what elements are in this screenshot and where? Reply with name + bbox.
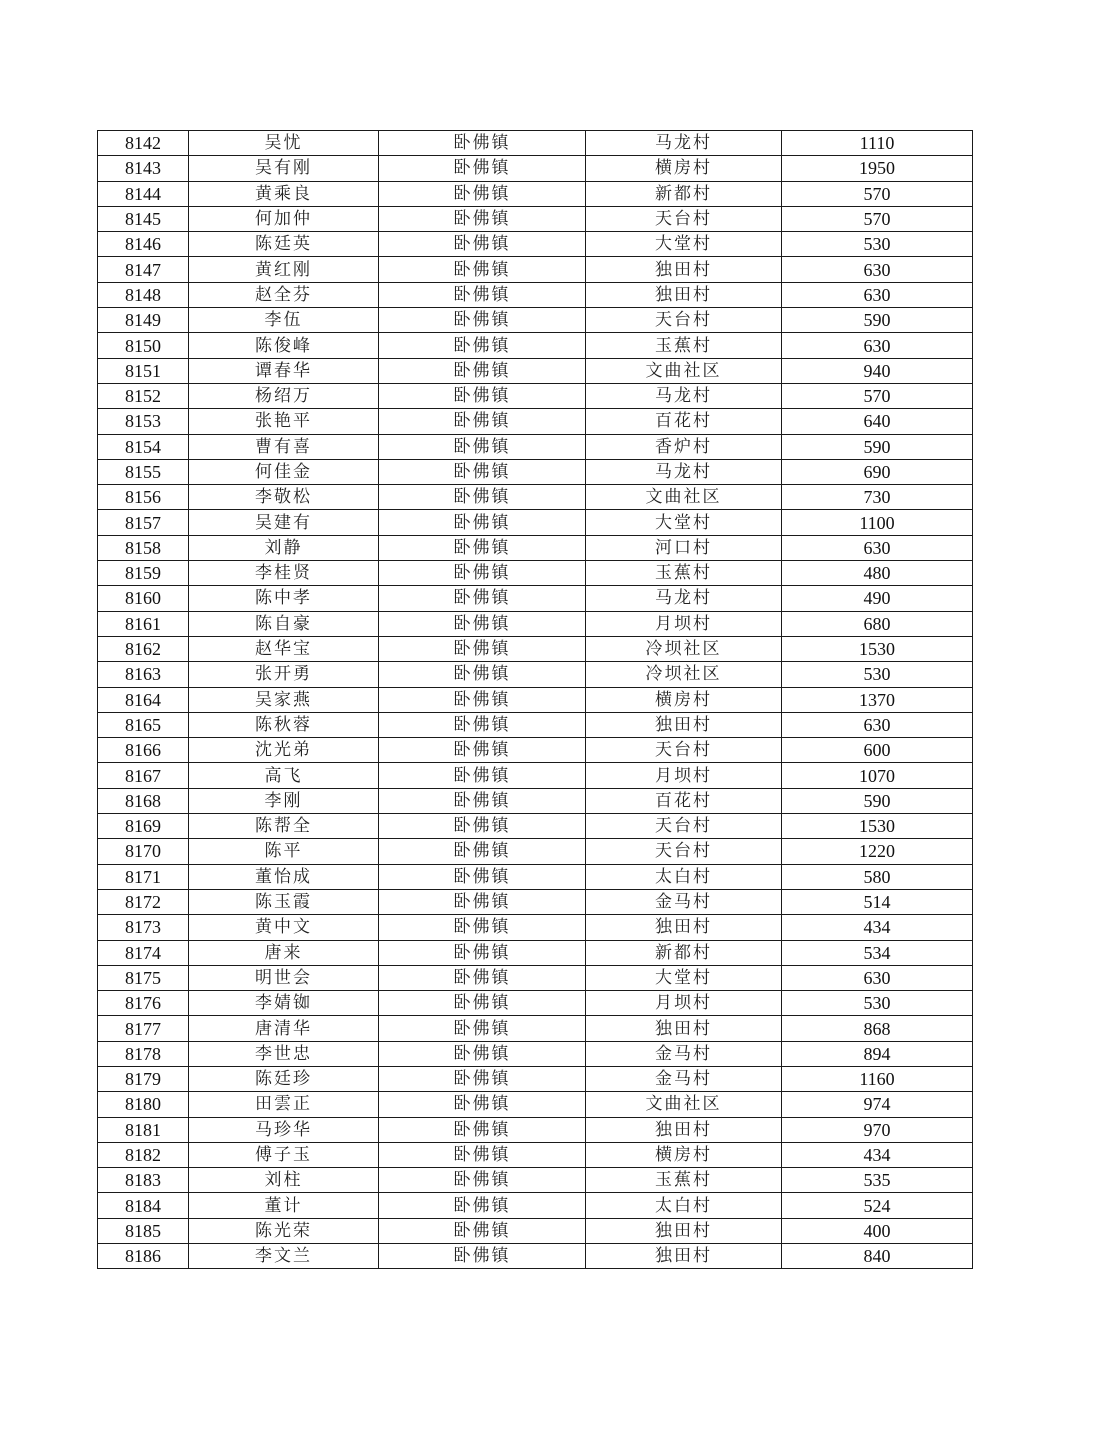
- table-row: [98, 282, 973, 307]
- table-row: [98, 889, 973, 914]
- amount-cell: 940: [782, 358, 973, 383]
- table-row: [98, 156, 973, 181]
- table-row: [98, 915, 973, 940]
- amount-cell: 1220: [782, 839, 973, 864]
- name-cell: 张艳平: [189, 409, 379, 434]
- table-row: [98, 131, 973, 156]
- document-page: [97, 130, 973, 1269]
- village-cell: 文曲社区: [586, 358, 782, 383]
- table-row: [98, 662, 973, 687]
- village-cell: 月坝村: [586, 611, 782, 636]
- name-cell: 马珍华: [189, 1117, 379, 1142]
- table-row: [98, 409, 973, 434]
- village-cell: 百花村: [586, 409, 782, 434]
- row-number-cell: 8182: [98, 1142, 189, 1167]
- name-cell: 陈廷珍: [189, 1066, 379, 1091]
- village-cell: 马龙村: [586, 459, 782, 484]
- amount-cell: 1370: [782, 687, 973, 712]
- row-number-cell: 8147: [98, 257, 189, 282]
- name-cell: 张开勇: [189, 662, 379, 687]
- town-cell: 卧佛镇: [379, 181, 586, 206]
- amount-cell: 630: [782, 257, 973, 282]
- town-cell: 卧佛镇: [379, 434, 586, 459]
- village-cell: 天台村: [586, 206, 782, 231]
- amount-cell: 840: [782, 1244, 973, 1269]
- village-cell: 新都村: [586, 940, 782, 965]
- amount-cell: 580: [782, 864, 973, 889]
- table-row: [98, 636, 973, 661]
- row-number-cell: 8153: [98, 409, 189, 434]
- town-cell: 卧佛镇: [379, 636, 586, 661]
- row-number-cell: 8179: [98, 1066, 189, 1091]
- town-cell: 卧佛镇: [379, 561, 586, 586]
- town-cell: 卧佛镇: [379, 459, 586, 484]
- village-cell: 太白村: [586, 1193, 782, 1218]
- amount-cell: 434: [782, 1142, 973, 1167]
- village-cell: 马龙村: [586, 586, 782, 611]
- name-cell: 高飞: [189, 763, 379, 788]
- town-cell: 卧佛镇: [379, 687, 586, 712]
- town-cell: 卧佛镇: [379, 131, 586, 156]
- amount-cell: 535: [782, 1168, 973, 1193]
- amount-cell: 630: [782, 712, 973, 737]
- row-number-cell: 8186: [98, 1244, 189, 1269]
- table-row: [98, 1244, 973, 1269]
- name-cell: 田雲正: [189, 1092, 379, 1117]
- name-cell: 吴建有: [189, 510, 379, 535]
- row-number-cell: 8167: [98, 763, 189, 788]
- row-number-cell: 8144: [98, 181, 189, 206]
- row-number-cell: 8150: [98, 333, 189, 358]
- amount-cell: 630: [782, 535, 973, 560]
- town-cell: 卧佛镇: [379, 510, 586, 535]
- row-number-cell: 8174: [98, 940, 189, 965]
- table-row: [98, 535, 973, 560]
- table-row: [98, 358, 973, 383]
- table-row: [98, 308, 973, 333]
- amount-cell: 690: [782, 459, 973, 484]
- table-row: [98, 181, 973, 206]
- town-cell: 卧佛镇: [379, 282, 586, 307]
- row-number-cell: 8169: [98, 814, 189, 839]
- town-cell: 卧佛镇: [379, 586, 586, 611]
- name-cell: 何佳金: [189, 459, 379, 484]
- row-number-cell: 8155: [98, 459, 189, 484]
- table-body: [98, 131, 973, 1269]
- row-number-cell: 8170: [98, 839, 189, 864]
- name-cell: 陈平: [189, 839, 379, 864]
- table-row: [98, 510, 973, 535]
- amount-cell: 400: [782, 1218, 973, 1243]
- name-cell: 黄红刚: [189, 257, 379, 282]
- row-number-cell: 8157: [98, 510, 189, 535]
- table-row: [98, 839, 973, 864]
- row-number-cell: 8145: [98, 206, 189, 231]
- amount-cell: 1950: [782, 156, 973, 181]
- row-number-cell: 8146: [98, 232, 189, 257]
- town-cell: 卧佛镇: [379, 206, 586, 231]
- amount-cell: 490: [782, 586, 973, 611]
- row-number-cell: 8149: [98, 308, 189, 333]
- name-cell: 李伍: [189, 308, 379, 333]
- amount-cell: 630: [782, 965, 973, 990]
- name-cell: 吴家燕: [189, 687, 379, 712]
- row-number-cell: 8156: [98, 485, 189, 510]
- amount-cell: 868: [782, 1016, 973, 1041]
- name-cell: 李刚: [189, 788, 379, 813]
- amount-cell: 680: [782, 611, 973, 636]
- row-number-cell: 8148: [98, 282, 189, 307]
- town-cell: 卧佛镇: [379, 1193, 586, 1218]
- town-cell: 卧佛镇: [379, 232, 586, 257]
- village-cell: 独田村: [586, 712, 782, 737]
- row-number-cell: 8161: [98, 611, 189, 636]
- town-cell: 卧佛镇: [379, 889, 586, 914]
- row-number-cell: 8159: [98, 561, 189, 586]
- name-cell: 沈光弟: [189, 738, 379, 763]
- amount-cell: 530: [782, 991, 973, 1016]
- row-number-cell: 8181: [98, 1117, 189, 1142]
- name-cell: 吴有刚: [189, 156, 379, 181]
- table-row: [98, 1193, 973, 1218]
- village-cell: 新都村: [586, 181, 782, 206]
- name-cell: 陈光荣: [189, 1218, 379, 1243]
- town-cell: 卧佛镇: [379, 864, 586, 889]
- amount-cell: 630: [782, 282, 973, 307]
- town-cell: 卧佛镇: [379, 965, 586, 990]
- table-row: [98, 991, 973, 1016]
- village-cell: 马龙村: [586, 383, 782, 408]
- village-cell: 月坝村: [586, 991, 782, 1016]
- town-cell: 卧佛镇: [379, 333, 586, 358]
- town-cell: 卧佛镇: [379, 358, 586, 383]
- village-cell: 独田村: [586, 282, 782, 307]
- row-number-cell: 8177: [98, 1016, 189, 1041]
- name-cell: 李敬松: [189, 485, 379, 510]
- village-cell: 横房村: [586, 687, 782, 712]
- name-cell: 谭春华: [189, 358, 379, 383]
- village-cell: 玉蕉村: [586, 1168, 782, 1193]
- amount-cell: 1070: [782, 763, 973, 788]
- amount-cell: 1160: [782, 1066, 973, 1091]
- village-cell: 天台村: [586, 308, 782, 333]
- row-number-cell: 8185: [98, 1218, 189, 1243]
- amount-cell: 434: [782, 915, 973, 940]
- amount-cell: 590: [782, 788, 973, 813]
- village-cell: 独田村: [586, 1016, 782, 1041]
- table-row: [98, 738, 973, 763]
- town-cell: 卧佛镇: [379, 308, 586, 333]
- amount-cell: 530: [782, 232, 973, 257]
- table-row: [98, 1016, 973, 1041]
- town-cell: 卧佛镇: [379, 1041, 586, 1066]
- amount-cell: 630: [782, 333, 973, 358]
- town-cell: 卧佛镇: [379, 257, 586, 282]
- town-cell: 卧佛镇: [379, 611, 586, 636]
- name-cell: 杨绍万: [189, 383, 379, 408]
- name-cell: 唐来: [189, 940, 379, 965]
- town-cell: 卧佛镇: [379, 1066, 586, 1091]
- name-cell: 刘静: [189, 535, 379, 560]
- town-cell: 卧佛镇: [379, 383, 586, 408]
- town-cell: 卧佛镇: [379, 814, 586, 839]
- village-cell: 冷坝社区: [586, 636, 782, 661]
- name-cell: 吴忧: [189, 131, 379, 156]
- town-cell: 卧佛镇: [379, 156, 586, 181]
- village-cell: 大堂村: [586, 510, 782, 535]
- amount-cell: 1530: [782, 636, 973, 661]
- name-cell: 陈秋蓉: [189, 712, 379, 737]
- village-cell: 河口村: [586, 535, 782, 560]
- town-cell: 卧佛镇: [379, 662, 586, 687]
- table-row: [98, 940, 973, 965]
- town-cell: 卧佛镇: [379, 915, 586, 940]
- amount-cell: 970: [782, 1117, 973, 1142]
- town-cell: 卧佛镇: [379, 1218, 586, 1243]
- amount-cell: 570: [782, 181, 973, 206]
- row-number-cell: 8183: [98, 1168, 189, 1193]
- row-number-cell: 8163: [98, 662, 189, 687]
- village-cell: 香炉村: [586, 434, 782, 459]
- table-row: [98, 1092, 973, 1117]
- table-row: [98, 1041, 973, 1066]
- name-cell: 陈中孝: [189, 586, 379, 611]
- name-cell: 陈俊峰: [189, 333, 379, 358]
- town-cell: 卧佛镇: [379, 788, 586, 813]
- row-number-cell: 8172: [98, 889, 189, 914]
- name-cell: 陈自豪: [189, 611, 379, 636]
- town-cell: 卧佛镇: [379, 1092, 586, 1117]
- amount-cell: 640: [782, 409, 973, 434]
- row-number-cell: 8166: [98, 738, 189, 763]
- amount-cell: 1100: [782, 510, 973, 535]
- village-cell: 独田村: [586, 1244, 782, 1269]
- village-cell: 玉蕉村: [586, 561, 782, 586]
- name-cell: 黄乘良: [189, 181, 379, 206]
- table-row: [98, 383, 973, 408]
- name-cell: 赵华宝: [189, 636, 379, 661]
- amount-cell: 524: [782, 1193, 973, 1218]
- name-cell: 董怡成: [189, 864, 379, 889]
- village-cell: 太白村: [586, 864, 782, 889]
- amount-cell: 730: [782, 485, 973, 510]
- village-cell: 大堂村: [586, 232, 782, 257]
- village-cell: 独田村: [586, 1218, 782, 1243]
- row-number-cell: 8165: [98, 712, 189, 737]
- name-cell: 陈廷英: [189, 232, 379, 257]
- records-table: [97, 130, 973, 1269]
- village-cell: 金马村: [586, 1041, 782, 1066]
- town-cell: 卧佛镇: [379, 1016, 586, 1041]
- town-cell: 卧佛镇: [379, 485, 586, 510]
- village-cell: 冷坝社区: [586, 662, 782, 687]
- town-cell: 卧佛镇: [379, 1142, 586, 1167]
- village-cell: 玉蕉村: [586, 333, 782, 358]
- village-cell: 金马村: [586, 889, 782, 914]
- table-row: [98, 561, 973, 586]
- name-cell: 陈帮全: [189, 814, 379, 839]
- row-number-cell: 8160: [98, 586, 189, 611]
- table-row: [98, 788, 973, 813]
- name-cell: 陈玉霞: [189, 889, 379, 914]
- row-number-cell: 8154: [98, 434, 189, 459]
- table-row: [98, 712, 973, 737]
- town-cell: 卧佛镇: [379, 535, 586, 560]
- town-cell: 卧佛镇: [379, 839, 586, 864]
- name-cell: 明世会: [189, 965, 379, 990]
- table-row: [98, 1066, 973, 1091]
- row-number-cell: 8176: [98, 991, 189, 1016]
- table-row: [98, 1142, 973, 1167]
- village-cell: 文曲社区: [586, 1092, 782, 1117]
- row-number-cell: 8152: [98, 383, 189, 408]
- town-cell: 卧佛镇: [379, 763, 586, 788]
- name-cell: 赵全芬: [189, 282, 379, 307]
- name-cell: 刘柱: [189, 1168, 379, 1193]
- village-cell: 天台村: [586, 814, 782, 839]
- table-row: [98, 1168, 973, 1193]
- town-cell: 卧佛镇: [379, 1168, 586, 1193]
- town-cell: 卧佛镇: [379, 409, 586, 434]
- village-cell: 独田村: [586, 915, 782, 940]
- village-cell: 独田村: [586, 257, 782, 282]
- village-cell: 横房村: [586, 1142, 782, 1167]
- table-row: [98, 864, 973, 889]
- table-row: [98, 814, 973, 839]
- name-cell: 李婧铷: [189, 991, 379, 1016]
- town-cell: 卧佛镇: [379, 738, 586, 763]
- village-cell: 大堂村: [586, 965, 782, 990]
- amount-cell: 480: [782, 561, 973, 586]
- amount-cell: 974: [782, 1092, 973, 1117]
- table-row: [98, 763, 973, 788]
- village-cell: 独田村: [586, 1117, 782, 1142]
- table-row: [98, 459, 973, 484]
- village-cell: 金马村: [586, 1066, 782, 1091]
- town-cell: 卧佛镇: [379, 1117, 586, 1142]
- table-row: [98, 485, 973, 510]
- village-cell: 天台村: [586, 738, 782, 763]
- row-number-cell: 8142: [98, 131, 189, 156]
- table-row: [98, 1218, 973, 1243]
- town-cell: 卧佛镇: [379, 1244, 586, 1269]
- amount-cell: 570: [782, 383, 973, 408]
- amount-cell: 1110: [782, 131, 973, 156]
- table-row: [98, 257, 973, 282]
- row-number-cell: 8162: [98, 636, 189, 661]
- name-cell: 曹有喜: [189, 434, 379, 459]
- row-number-cell: 8164: [98, 687, 189, 712]
- row-number-cell: 8175: [98, 965, 189, 990]
- amount-cell: 600: [782, 738, 973, 763]
- amount-cell: 534: [782, 940, 973, 965]
- village-cell: 文曲社区: [586, 485, 782, 510]
- table-row: [98, 1117, 973, 1142]
- row-number-cell: 8171: [98, 864, 189, 889]
- name-cell: 黄中文: [189, 915, 379, 940]
- row-number-cell: 8180: [98, 1092, 189, 1117]
- town-cell: 卧佛镇: [379, 712, 586, 737]
- town-cell: 卧佛镇: [379, 940, 586, 965]
- name-cell: 李世忠: [189, 1041, 379, 1066]
- table-row: [98, 232, 973, 257]
- row-number-cell: 8158: [98, 535, 189, 560]
- table-row: [98, 611, 973, 636]
- amount-cell: 1530: [782, 814, 973, 839]
- name-cell: 李桂贤: [189, 561, 379, 586]
- table-row: [98, 434, 973, 459]
- village-cell: 马龙村: [586, 131, 782, 156]
- name-cell: 傅子玉: [189, 1142, 379, 1167]
- amount-cell: 894: [782, 1041, 973, 1066]
- row-number-cell: 8168: [98, 788, 189, 813]
- table-row: [98, 687, 973, 712]
- table-row: [98, 206, 973, 231]
- name-cell: 唐清华: [189, 1016, 379, 1041]
- row-number-cell: 8143: [98, 156, 189, 181]
- amount-cell: 590: [782, 434, 973, 459]
- name-cell: 李文兰: [189, 1244, 379, 1269]
- village-cell: 月坝村: [586, 763, 782, 788]
- amount-cell: 530: [782, 662, 973, 687]
- name-cell: 何加仲: [189, 206, 379, 231]
- table-row: [98, 333, 973, 358]
- village-cell: 百花村: [586, 788, 782, 813]
- row-number-cell: 8178: [98, 1041, 189, 1066]
- name-cell: 董计: [189, 1193, 379, 1218]
- village-cell: 天台村: [586, 839, 782, 864]
- village-cell: 横房村: [586, 156, 782, 181]
- row-number-cell: 8184: [98, 1193, 189, 1218]
- row-number-cell: 8173: [98, 915, 189, 940]
- amount-cell: 570: [782, 206, 973, 231]
- town-cell: 卧佛镇: [379, 991, 586, 1016]
- amount-cell: 590: [782, 308, 973, 333]
- table-row: [98, 586, 973, 611]
- row-number-cell: 8151: [98, 358, 189, 383]
- amount-cell: 514: [782, 889, 973, 914]
- table-row: [98, 965, 973, 990]
